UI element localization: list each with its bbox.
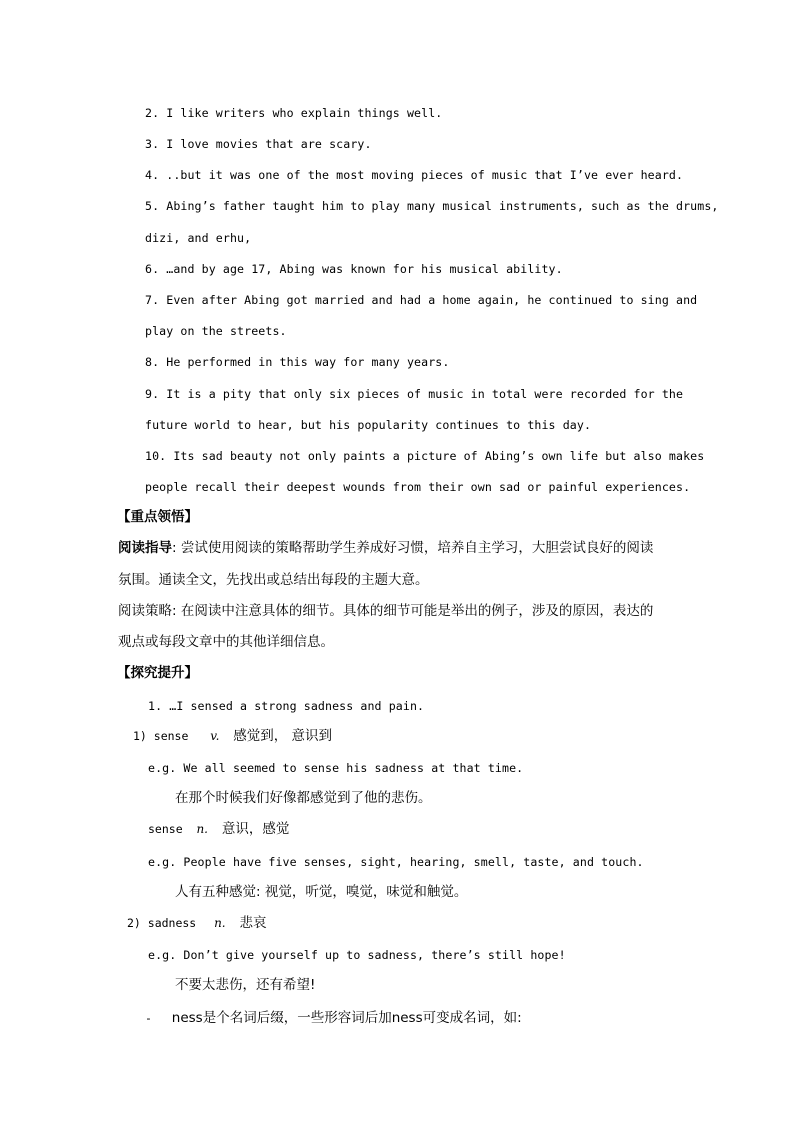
sadness-entry bbox=[127, 915, 266, 931]
explore-heading: 【探究提升】 bbox=[117, 665, 198, 681]
reading-strategy-line2: 观点或每段文章中的其他详细信息。 bbox=[118, 634, 334, 650]
sadness-example-zh: 不要太悲伤，还有希望! bbox=[175, 977, 316, 993]
reading-guide-text: : 尝试使用阅读的策略帮助学生养成好习惯，培养自主学习，大胆尝试良好的阅读 bbox=[172, 540, 654, 556]
sentence-3: 3. I love movies that are scary. bbox=[145, 137, 372, 151]
key-points-heading: 【重点领悟】 bbox=[117, 509, 198, 525]
sentence-8: 8. He performed in this way for many years. bbox=[145, 355, 450, 369]
sadness-example: e.g. Don’t give yourself up to sadness, there’s still hope! bbox=[148, 948, 566, 962]
sentence-5-line2: dizi, and erhu, bbox=[145, 231, 252, 245]
sense-verb-meaning: 感觉到， 意识到 bbox=[233, 728, 333, 744]
sentence-7-line1: 7. Even after Abing got married and had a home again, he continued to sing and bbox=[145, 293, 698, 307]
sense-noun-example-zh: 人有五种感觉: 视觉，听觉，嗅觉，味觉和触觉。 bbox=[175, 884, 468, 900]
explore-item-1: 1. …I sensed a strong sadness and pain. bbox=[148, 699, 425, 713]
sense-verb-entry bbox=[133, 728, 332, 744]
sentence-9-line2: future world to hear, but his popularity continues to this day. bbox=[145, 418, 592, 432]
reading-strategy-line1: 阅读策略: 在阅读中注意具体的细节。具体的细节可能是举出的例子，涉及的原因，表达的 bbox=[118, 603, 654, 619]
sentence-10-line1: 10. Its sad beauty not only paints a picture of Abing’s own life but also makes bbox=[145, 449, 705, 463]
sentence-2: 2. I like writers who explain things well. bbox=[145, 106, 443, 120]
sense-noun-meaning: 意识，感觉 bbox=[221, 821, 290, 837]
reading-guide-label: 阅读指导 bbox=[118, 540, 172, 556]
sentence-6: 6. …and by age 17, Abing was known for his musical ability. bbox=[145, 262, 563, 276]
bullet-dash: - bbox=[145, 1011, 152, 1025]
sense-noun-entry bbox=[148, 821, 289, 837]
sentence-10-line2: people recall their deepest wounds from their own sad or painful experiences. bbox=[145, 480, 691, 494]
sadness-meaning: 悲哀 bbox=[239, 915, 267, 931]
sense-noun-word: sense bbox=[148, 822, 183, 836]
sense-noun-pos: n. bbox=[196, 822, 208, 836]
sense-verb-pos: v. bbox=[210, 729, 220, 743]
sentence-4: 4. ..but it was one of the most moving pieces of music that I’ve ever heard. bbox=[145, 168, 684, 182]
sense-noun-example: e.g. People have five senses, sight, hearing, smell, taste, and touch. bbox=[148, 855, 644, 869]
sadness-pos: n. bbox=[214, 916, 226, 930]
reading-guide-line1 bbox=[118, 540, 653, 556]
sense-verb-example-zh: 在那个时候我们好像都感觉到了他的悲伤。 bbox=[175, 790, 432, 806]
ness-note: ness是个名词后缀，一些形容词后加ness可变成名词，如: bbox=[171, 1010, 522, 1026]
sense-verb-word: 1) sense bbox=[133, 729, 189, 743]
reading-guide-line2: 氛围。通读全文，先找出或总结出每段的主题大意。 bbox=[118, 572, 429, 588]
sentence-7-line2: play on the streets. bbox=[145, 324, 287, 338]
sentence-9-line1: 9. It is a pity that only six pieces of music in total were recorded for the bbox=[145, 387, 684, 401]
sense-verb-example: e.g. We all seemed to sense his sadness at that time. bbox=[148, 761, 524, 775]
ness-note-row bbox=[145, 1010, 522, 1026]
sadness-word: 2) sadness bbox=[127, 916, 197, 930]
sentence-5-line1: 5. Abing’s father taught him to play many musical instruments, such as the drums, bbox=[145, 199, 719, 213]
